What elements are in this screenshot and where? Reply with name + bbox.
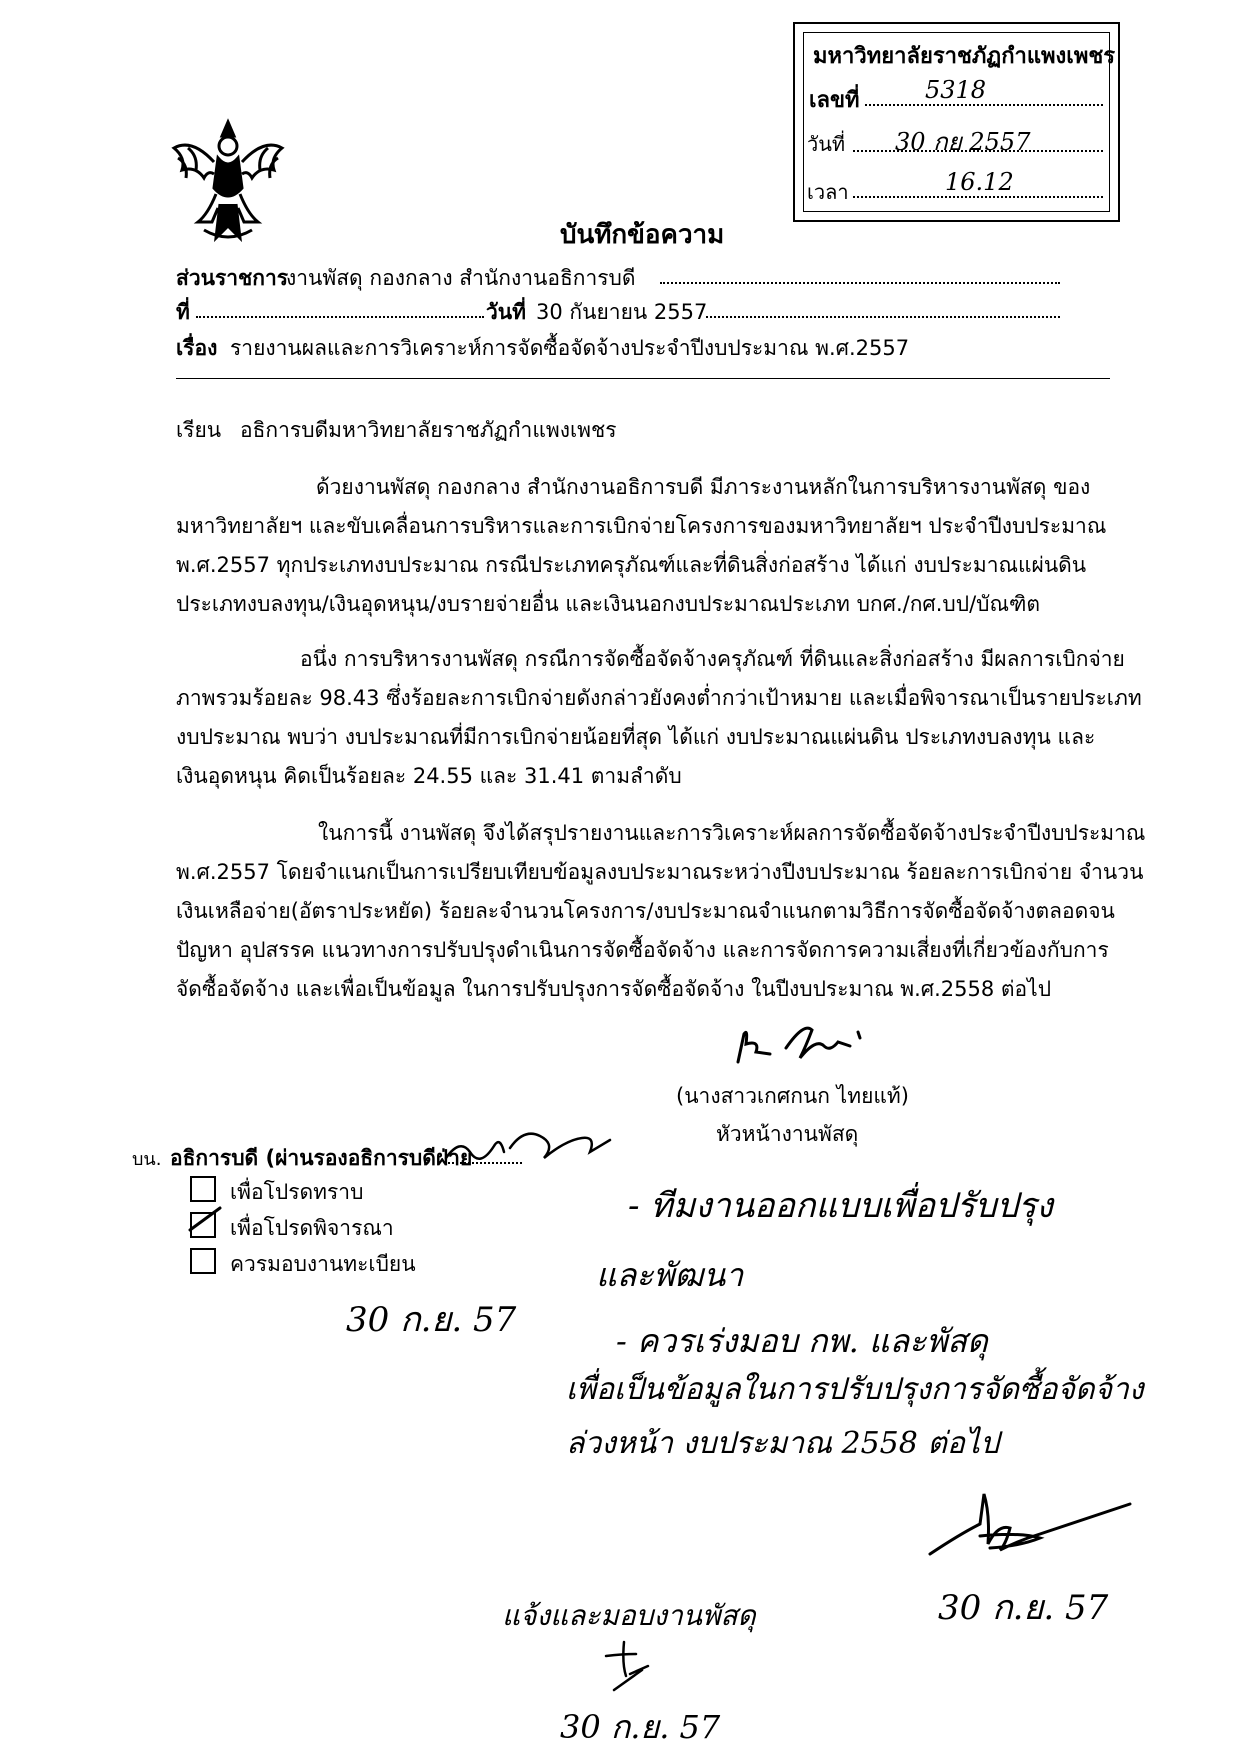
stamp-org: มหาวิทยาลัยราชภัฏกำแพงเพชร [813,44,1116,69]
date-label: วันที่ [486,300,526,324]
body-line: พ.ศ.2557 ทุกประเภทงบประมาณ กรณีประเภทครุภัณฑ์และที่ดินสิ่งก่อสร้าง ได้แก่ งบประมาณแผ่นดิน [176,553,1087,577]
body-line: อนึ่ง การบริหารงานพัสดุ กรณีการจัดซื้อจัดจ้างครุภัณฑ์ ที่ดินและสิ่งก่อสร้าง มีผลการเบิกจ่าย [300,647,1125,671]
author-signature [720,1018,890,1074]
body-line: ในการนี้ งานพัสดุ จึงได้สรุปรายงานและการวิเคราะห์ผลการจัดซื้อจัดจ้างประจำปีงบประมาณ [318,821,1146,845]
body-paragraph-2 [176,640,1142,796]
body-line: พ.ศ.2557 โดยจำแนกเป็นการเปรียบเทียบข้อมูลงบประมาณระหว่างปีงบประมาณ ร้อยละการเบิกจ่าย จำนวน [176,860,1144,884]
stamp-no-value: 5318 [925,76,987,104]
body-paragraph-1 [176,468,1106,624]
receipt-stamp [793,22,1120,222]
checkbox[interactable] [190,1248,216,1274]
body-line: เงินอุดหนุน คิดเป็นร้อยละ 24.55 และ 31.41 ตามลำดับ [176,764,682,788]
routing-handwritten-date: 30 ก.ย. 57 [346,1300,517,1340]
check-mark-icon [186,1204,226,1240]
dept-value: งานพัสดุ กองกลาง สำนักงานอธิการบดี [286,266,636,290]
subject-divider [176,378,1110,379]
bottom-handwritten-note: แจ้งและมอบงานพัสดุ [502,1599,756,1632]
option-label: เพื่อโปรดทราบ [230,1180,364,1204]
checkbox[interactable] [190,1176,216,1202]
ref-dotted-line [196,316,484,318]
stamp-date-value: 30 กย 2557 [895,128,1031,156]
director-signature [920,1484,1140,1574]
stamp-time-value: 16.12 [945,168,1014,196]
director-handwritten-date: 30 ก.ย. 57 [938,1588,1109,1628]
signer-position: หัวหน้างานพัสดุ [716,1122,859,1146]
body-line: ภาพรวมร้อยละ 98.43 ซึ่งร้อยละการเบิกจ่ายดังกล่าวยังคงต่ำกว่าเป้าหมาย และเมื่อพิจารณาเป็นรายประเภท [176,686,1142,710]
stamp-no-label: เลขที่ [809,88,860,113]
body-line: งบประมาณ พบว่า งบประมาณที่มีการเบิกจ่ายน้อยที่สุด ได้แก่ งบประมาณแผ่นดิน ประเภทงบลงทุน และ [176,725,1096,749]
routing-to: อธิการบดี (ผ่านรองอธิการบดีฝ่าย [170,1146,473,1170]
handwritten-note-line-3: - ควรเร่งมอบ กพ. และพัสดุ [616,1322,988,1360]
ref-label: ที่ [176,300,190,324]
signer-name: (นางสาวเกศกนก ไทยแท้) [676,1084,909,1108]
dept-label: ส่วนราชการ [176,266,289,290]
salutation-value: อธิการบดีมหาวิทยาลัยราชภัฏกำแพงเพชร [240,418,617,442]
option-label: เพื่อโปรดพิจารณา [230,1216,394,1240]
subject-value: รายงานผลและการวิเคราะห์การจัดซื้อจัดจ้างประจำปีงบประมาณ พ.ศ.2557 [230,336,910,360]
stamp-time-line [853,196,1103,198]
body-line: ด้วยงานพัสดุ กองกลาง สำนักงานอธิการบดี มีภาระงานหลักในการบริหารงานพัสดุ ของ [316,475,1091,499]
vice-president-signature [440,1118,620,1178]
stamp-no-line [865,104,1103,106]
body-line: มหาวิทยาลัยฯ และขับเคลื่อนการบริหารและการเบิกจ่ายโครงการของมหาวิทยาลัยฯ ประจำปีงบประมาณ [176,514,1107,538]
handwritten-note-line-5: ล่วงหน้า งบประมาณ 2558 ต่อไป [566,1426,1000,1461]
bottom-handwritten-date: 30 ก.ย. 57 [560,1708,721,1746]
stamp-time-label: เวลา [807,180,849,204]
handwritten-note-line-4: เพื่อเป็นข้อมูลในการปรับปรุงการจัดซื้อจัดจ้าง [566,1372,1144,1407]
body-line: ประเภทงบลงทุน/เงินอุดหนุน/งบรายจ่ายอื่น และเงินนอกงบประมาณประเภท บกศ./กศ.บป/บัณฑิต [176,592,1041,616]
subject-label: เรื่อง [176,336,218,360]
stamp-date-label: วันที่ [807,132,846,156]
date-dotted-line [706,316,1060,318]
body-paragraph-3 [176,814,1145,1009]
body-line: ปัญหา อุปสรรค แนวทางการปรับปรุงดำเนินการจัดซื้อจัดจ้าง และการจัดการความเสี่ยงที่เกี่ยวข้องกับการ [176,938,1109,962]
dept-dotted-line [660,282,1060,284]
body-line: เงินเหลือจ่าย(อัตราประหยัด) ร้อยละจำนวนโครงการ/งบประมาณจำแนกตามวิธีการจัดซื้อจัดจ้างตลอดจน [176,899,1115,923]
handwritten-note-line-2: และพัฒนา [596,1256,744,1294]
garuda-emblem-icon [168,118,288,246]
staff-initials-signature [596,1636,666,1696]
option-label: ควรมอบงานทะเบียน [230,1252,416,1276]
date-value: 30 กันยายน 2557 [536,300,708,324]
salutation-label: เรียน [176,418,222,442]
handwritten-note-line-1: - ทีมงานออกแบบเพื่อปรับปรุง [628,1186,1053,1226]
routing-prefix: บน. [132,1149,162,1170]
body-line: จัดซื้อจัดจ้าง และเพื่อเป็นข้อมูล ในการปรับปรุงการจัดซื้อจัดจ้าง ในปีงบประมาณ พ.ศ.2558 ต่อไป [176,977,1052,1001]
memo-title: บันทึกข้อความ [560,220,725,250]
